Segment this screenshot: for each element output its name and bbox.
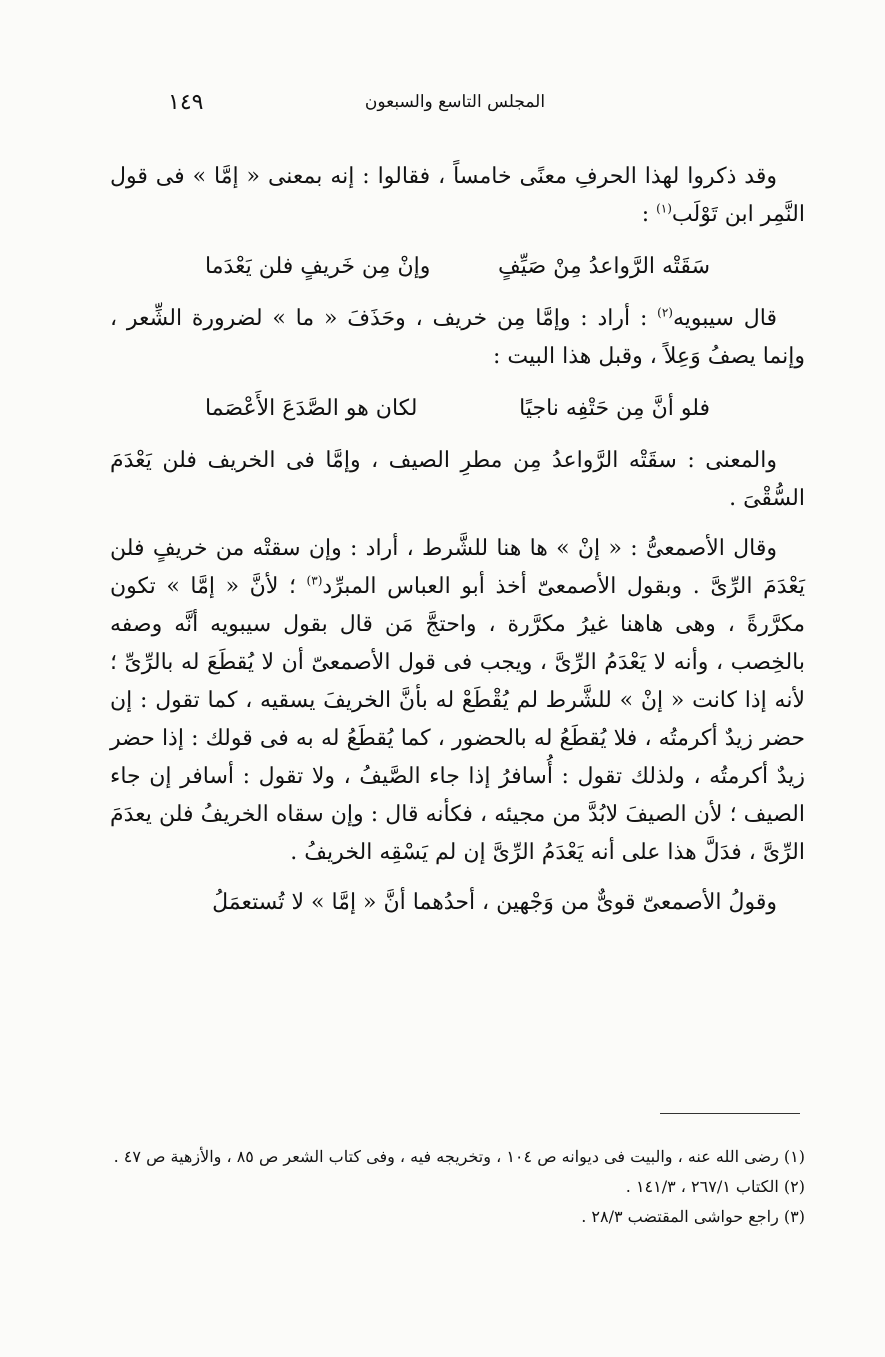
chapter-title: المجلس التاسع والسبعون — [364, 92, 546, 112]
footnote-mark-3: (٣) — [306, 573, 323, 588]
verse-2-first-hemistich: فلو أنَّ مِن حَتْفِه ناجيًا — [519, 396, 710, 421]
paragraph-2 — [110, 300, 805, 376]
paragraph-4-start: وقال الأصمعىُّ : « إنْ » ها هنا للشَّرط ، أراد : وإن سقتْه من خريفٍ فلن يَعْدَمَ الرِّىَّ . وبقول الأصمعىّ أخذ أبو العباس المبرِّد — [110, 536, 805, 599]
verse-1-first-hemistich: سَقَتْه الرَّواعدُ مِنْ صَيِّفٍ — [498, 254, 710, 279]
paragraph-gap — [110, 518, 805, 530]
footnote-mark-1: (١) — [656, 201, 672, 216]
paragraph-4-rest: ؛ لأنَّ « إمَّا » تكون مكرَّرةً ، وهى هاهنا غيرُ مكرَّرة ، واحتجَّ مَن قال بقول سيبويه أنَّه وصفه بالخِصب ، وأنه لا يَعْدَمُ الرِّىَّ ، ويجب فى قول الأصمعىّ أن لا يُقطَعَ له بالرِّىِّ ؛ لأنه إذا كانت « إنْ » للشَّرط لم يُقْطَعْ له بأنَّ الخريفَ يسقيه ، كما تقول : إن حضر زيدٌ أكرمتُه ، فلا يُقطَعُ له بالحضور ، كما يُقطَعُ له به فى قولك : إذا حضر زيدٌ أكرمتُه ، ولذلك تقول : أُسافرُ إذا جاء الصَّيفُ ، ولا تقول : أسافر إن جاء الصيف ؛ لأن الصيفَ لابُدَّ من مجيئه ، فكأنه قال : وإن سقاه الخريفُ فلن يعدَمَ الرِّىَّ ، فدَلَّ هذا على أنه يَعْدَمُ الرِّىَّ إن لم يَسْقِه الخريفُ . — [110, 574, 805, 865]
paragraph-1 — [110, 158, 805, 234]
paragraph-5: وقولُ الأصمعىّ قوىٌّ من وَجْهين ، أحدُهما أنَّ « إمَّا » لا تُستعمَلُ — [212, 890, 777, 915]
main-text — [110, 158, 805, 922]
running-header — [110, 92, 800, 122]
paragraph-2-rest: : أراد : وإمَّا مِن خريف ، وحَذَفَ « ما » لضرورة الشِّعر ، وإنما يصفُ وَعِلاً ، وقبل هذا البيت : — [110, 306, 805, 369]
page-number: ١٤٩ — [168, 90, 204, 115]
paragraph-gap — [110, 872, 805, 884]
paragraph-4 — [110, 530, 805, 872]
verse-2 — [110, 390, 805, 428]
paragraph-1-text: وقد ذكروا لهذا الحرفِ معنًى خامساً ، فقالوا : إنه بمعنى « إمَّا » فى قول النَّمِر ابن تَوْلَب — [110, 164, 805, 227]
verse-1-second-hemistich: وإنْ مِن خَريفٍ فلن يَعْدَما — [205, 254, 431, 279]
footnote-1: (١) رضى الله عنه ، والبيت فى ديوانه ص ١٠٤ ، وتخريجه فيه ، وفى كتاب الشعر ص ٨٥ ، والأزهية ص ٤٧ . — [113, 1147, 805, 1166]
footnote-mark-2: (٢) — [657, 305, 673, 320]
verse-2-second-hemistich: لكان هو الصَّدَعَ الأَعْصَما — [205, 396, 418, 421]
footnotes — [110, 1142, 805, 1232]
paragraph-1-tail: : — [641, 202, 657, 227]
footnote-2: (٢) الكتاب ٢٦٧/١ ، ١٤١/٣ . — [625, 1177, 805, 1196]
footnote-3: (٣) راجع حواشى المقتضب ٢٨/٣ . — [581, 1207, 805, 1226]
footnote-divider — [660, 1113, 800, 1114]
paragraph-3: والمعنى : سقَتْه الرَّواعدُ مِن مطرِ الصيف ، وإمَّا فى الخريف فلن يَعْدَمَ السُّقْىَ . — [110, 448, 805, 511]
paragraph-2-start: قال سيبويه — [672, 306, 777, 331]
verse-1 — [110, 248, 805, 286]
